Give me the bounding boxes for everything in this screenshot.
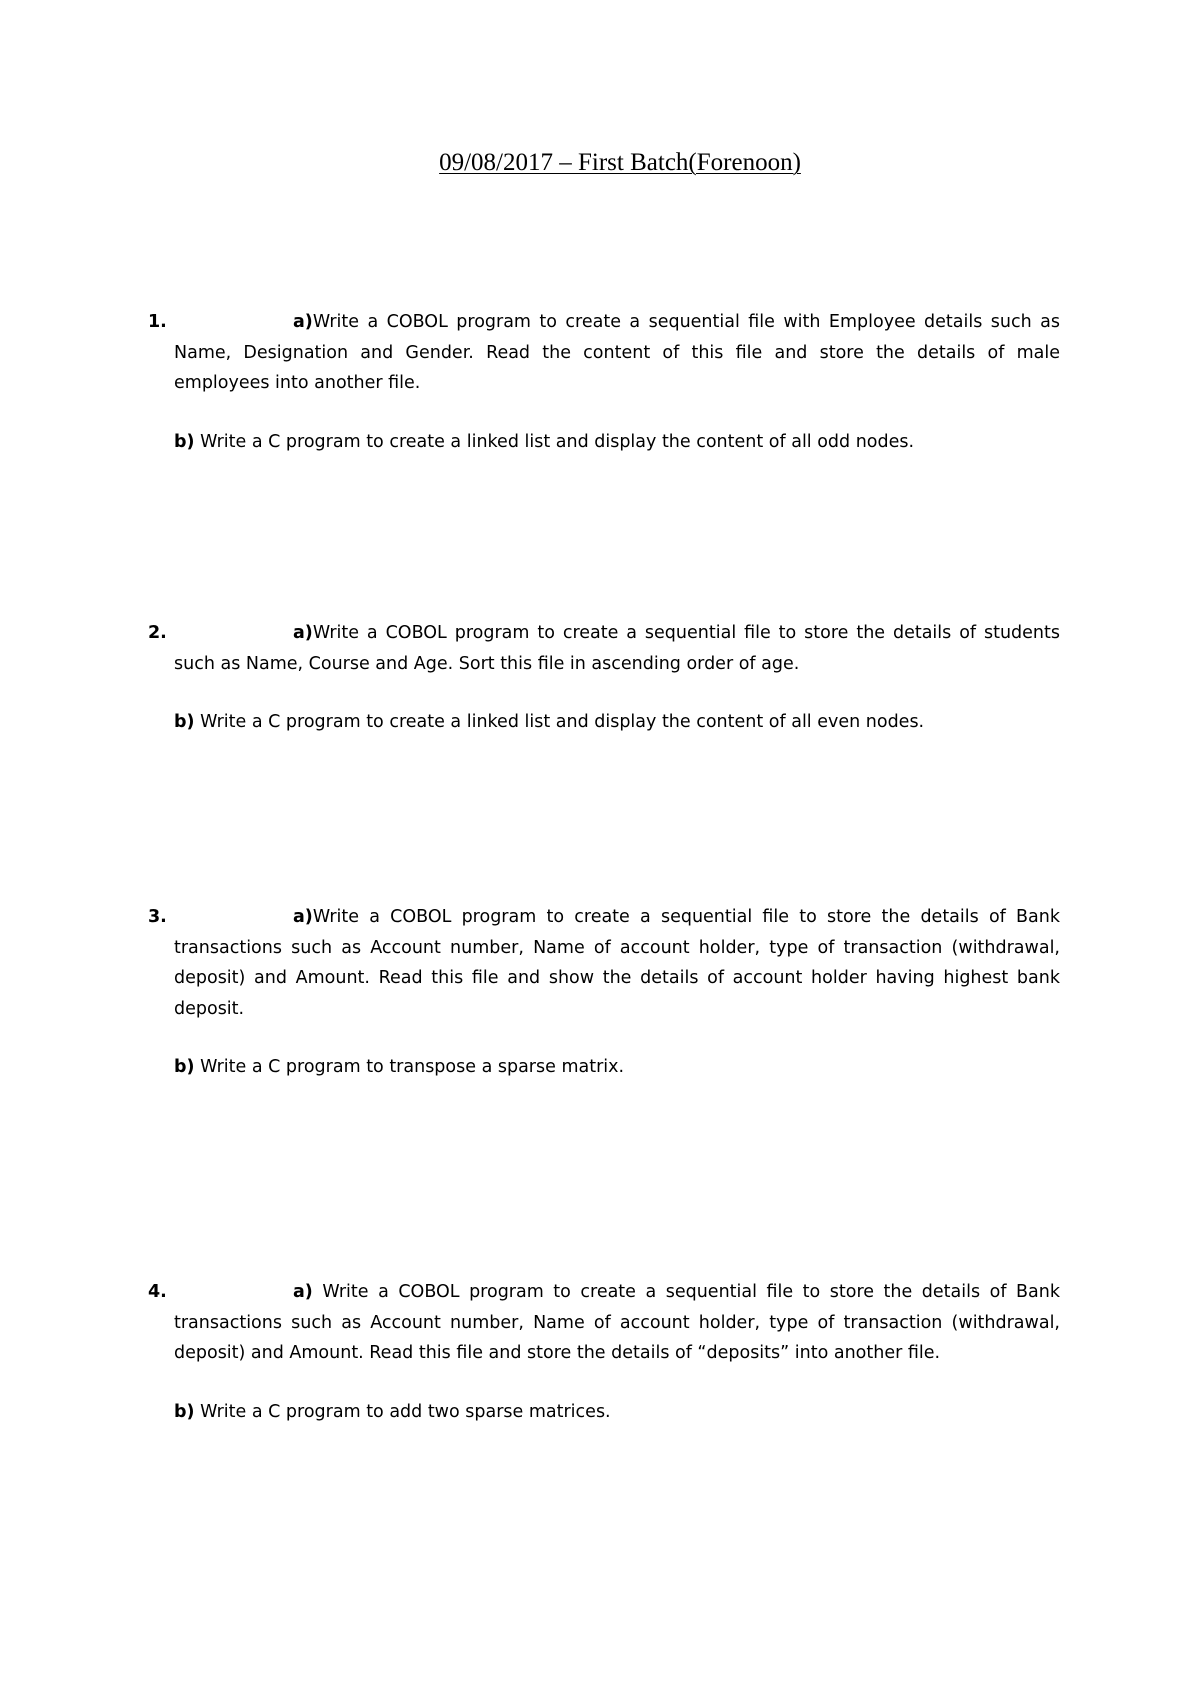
part-a-label: a) [293,312,313,332]
question-number: 4. [148,1282,167,1302]
question-part-b [174,707,1060,738]
question-part-b [174,1397,1060,1428]
question-part-a [174,1277,1060,1369]
question-part-a [174,902,1060,1024]
part-b-text: Write a C program to create a linked list and display the content of all odd nodes. [194,431,915,452]
part-b-text: Write a C program to create a linked list and display the content of all even nodes. [194,712,925,733]
question-part-a [174,618,1060,679]
question-1 [148,307,1060,457]
page-title: 09/08/2017 – First Batch(Forenoon) [439,149,801,176]
part-a-label: a) [293,623,313,643]
part-a-label: a) [293,907,313,927]
part-a-text: Write a COBOL program to create a sequential file to store the details of Bank transactions such as Account number, Name of account holder, type of transaction (withdrawal, deposit) and Amount. Read this file and store the details of “deposits” into another file. [174,1282,1060,1364]
question-part-b [174,427,1060,458]
part-b-label: b) [174,1401,195,1422]
question-number: 2. [148,623,167,643]
part-b-label: b) [174,431,195,452]
part-a-label: a) [293,1282,313,1302]
question-number: 1. [148,312,167,332]
part-b-text: Write a C program to transpose a sparse matrix. [194,1057,625,1078]
question-part-a [174,307,1060,399]
question-2 [148,618,1060,738]
part-b-text: Write a C program to add two sparse matrices. [194,1401,611,1422]
question-4 [148,1277,1060,1427]
part-a-text: Write a COBOL program to create a sequential file to store the details of Bank transactions such as Account number, Name of account holder, type of transaction (withdrawal, deposit) and Amount. Read this file and show the details of account holder having highest bank deposit. [174,907,1060,1019]
part-b-label: b) [174,712,195,733]
part-a-text: Write a COBOL program to create a sequential file with Employee details such as Name, Designation and Gender. Read the content of this file and store the details of male employees into another file. [174,312,1060,394]
part-a-text: Write a COBOL program to create a sequential file to store the details of students such as Name, Course and Age. Sort this file in ascending order of age. [174,623,1060,674]
part-b-label: b) [174,1057,195,1078]
question-number: 3. [148,907,167,927]
question-part-b [174,1052,1060,1083]
question-3 [148,902,1060,1083]
